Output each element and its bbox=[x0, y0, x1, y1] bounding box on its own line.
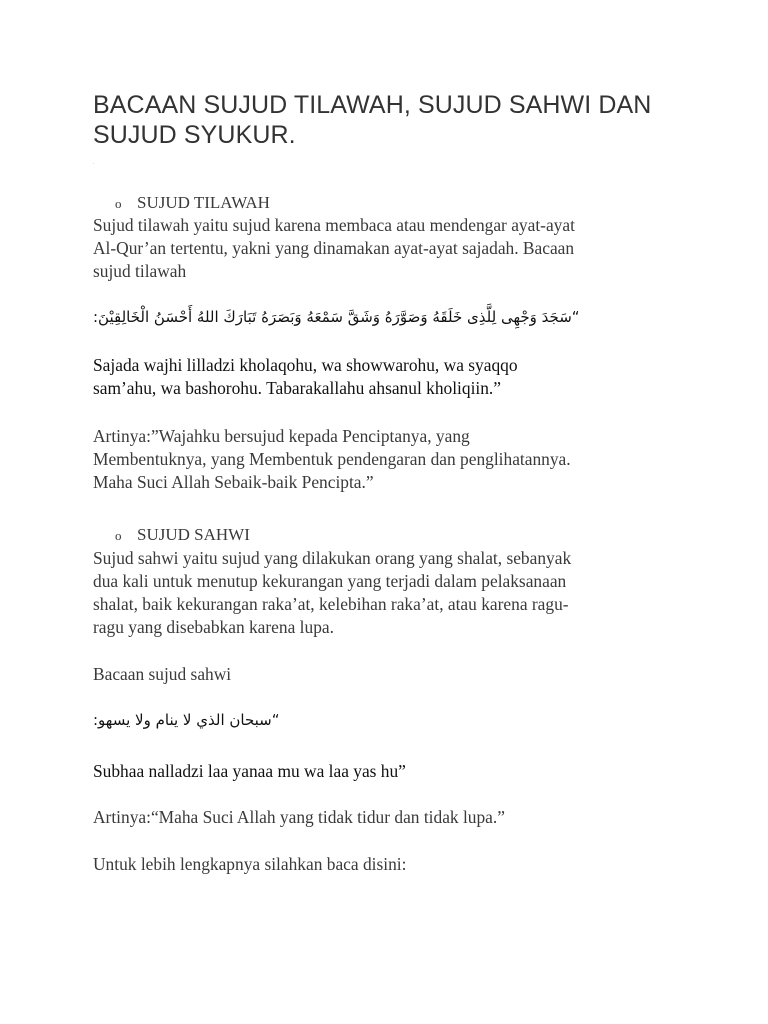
bullet-icon: o bbox=[115, 196, 122, 211]
tilawah-description bbox=[93, 214, 673, 283]
title-line: SUJUD SYUKUR. bbox=[93, 121, 296, 149]
paragraph-line: sam’ahu, wa bashorohu. Tabarakallahu ahsanul kholiqiin.” bbox=[93, 378, 501, 398]
sahwi-meaning bbox=[93, 806, 673, 829]
footer-text bbox=[93, 853, 673, 876]
paragraph-line: sujud tilawah bbox=[93, 261, 187, 281]
section-heading-tilawah bbox=[93, 192, 270, 215]
paragraph-line: Sujud tilawah yaitu sujud karena membaca atau mendengar ayat-ayat bbox=[93, 215, 575, 235]
paragraph-line: Membentuknya, yang Membentuk pendengaran dan penglihatannya. bbox=[93, 449, 571, 469]
paragraph-line: Subhaa nalladzi laa yanaa mu wa laa yas hu” bbox=[93, 761, 406, 781]
paragraph-line: Artinya:”Wajahku bersujud kepada Penciptanya, yang bbox=[93, 426, 470, 446]
sahwi-arabic-text: “سبحان الذي لا ينام ولا يسهو: bbox=[93, 711, 280, 729]
paragraph-line: Artinya:“Maha Suci Allah yang tidak tidur dan tidak lupa.” bbox=[93, 807, 505, 827]
section-heading-label: SUJUD SAHWI bbox=[137, 525, 250, 544]
paragraph-line: Maha Suci Allah Sebaik-baik Pencipta.” bbox=[93, 472, 374, 492]
sahwi-reading-label bbox=[93, 663, 673, 686]
title-line: BACAAN SUJUD TILAWAH, SUJUD SAHWI DAN bbox=[93, 91, 652, 119]
paragraph-line: dua kali untuk menutup kekurangan yang terjadi dalam pelaksanaan bbox=[93, 571, 567, 591]
paragraph-line: shalat, baik kekurangan raka’at, kelebihan raka’at, atau karena ragu- bbox=[93, 594, 569, 614]
paragraph-line: Untuk lebih lengkapnya silahkan baca disini: bbox=[93, 854, 407, 874]
tilawah-latin-text bbox=[93, 354, 673, 400]
paragraph-line: Bacaan sujud sahwi bbox=[93, 664, 232, 684]
document-title bbox=[93, 90, 713, 150]
bullet-icon: o bbox=[115, 528, 122, 543]
paragraph-line: Sujud sahwi yaitu sujud yang dilakukan orang yang shalat, sebanyak bbox=[93, 548, 572, 568]
separator-dot: . bbox=[93, 160, 95, 166]
section-heading-sahwi bbox=[93, 524, 250, 547]
sahwi-latin-text bbox=[93, 760, 673, 783]
paragraph-line: Al-Qur’an tertentu, yakni yang dinamakan ayat-ayat sajadah. Bacaan bbox=[93, 238, 575, 258]
tilawah-arabic-text: “سَجَدَ وَجْهِى لِلَّذِى خَلَقَهُ وَصَوَّرَهُ وَشَقَّ سَمْعَهُ وَبَصَرَهُ تَبَارَكَ اللهُ أَحْسَنُ الْخَالِقِيْنَ: bbox=[93, 308, 580, 326]
section-heading-label: SUJUD TILAWAH bbox=[137, 193, 270, 212]
paragraph-line: ragu yang disebabkan karena lupa. bbox=[93, 617, 334, 637]
sahwi-description bbox=[93, 547, 673, 639]
tilawah-meaning bbox=[93, 425, 673, 494]
paragraph-line: Sajada wajhi lilladzi kholaqohu, wa showwarohu, wa syaqqo bbox=[93, 355, 518, 375]
